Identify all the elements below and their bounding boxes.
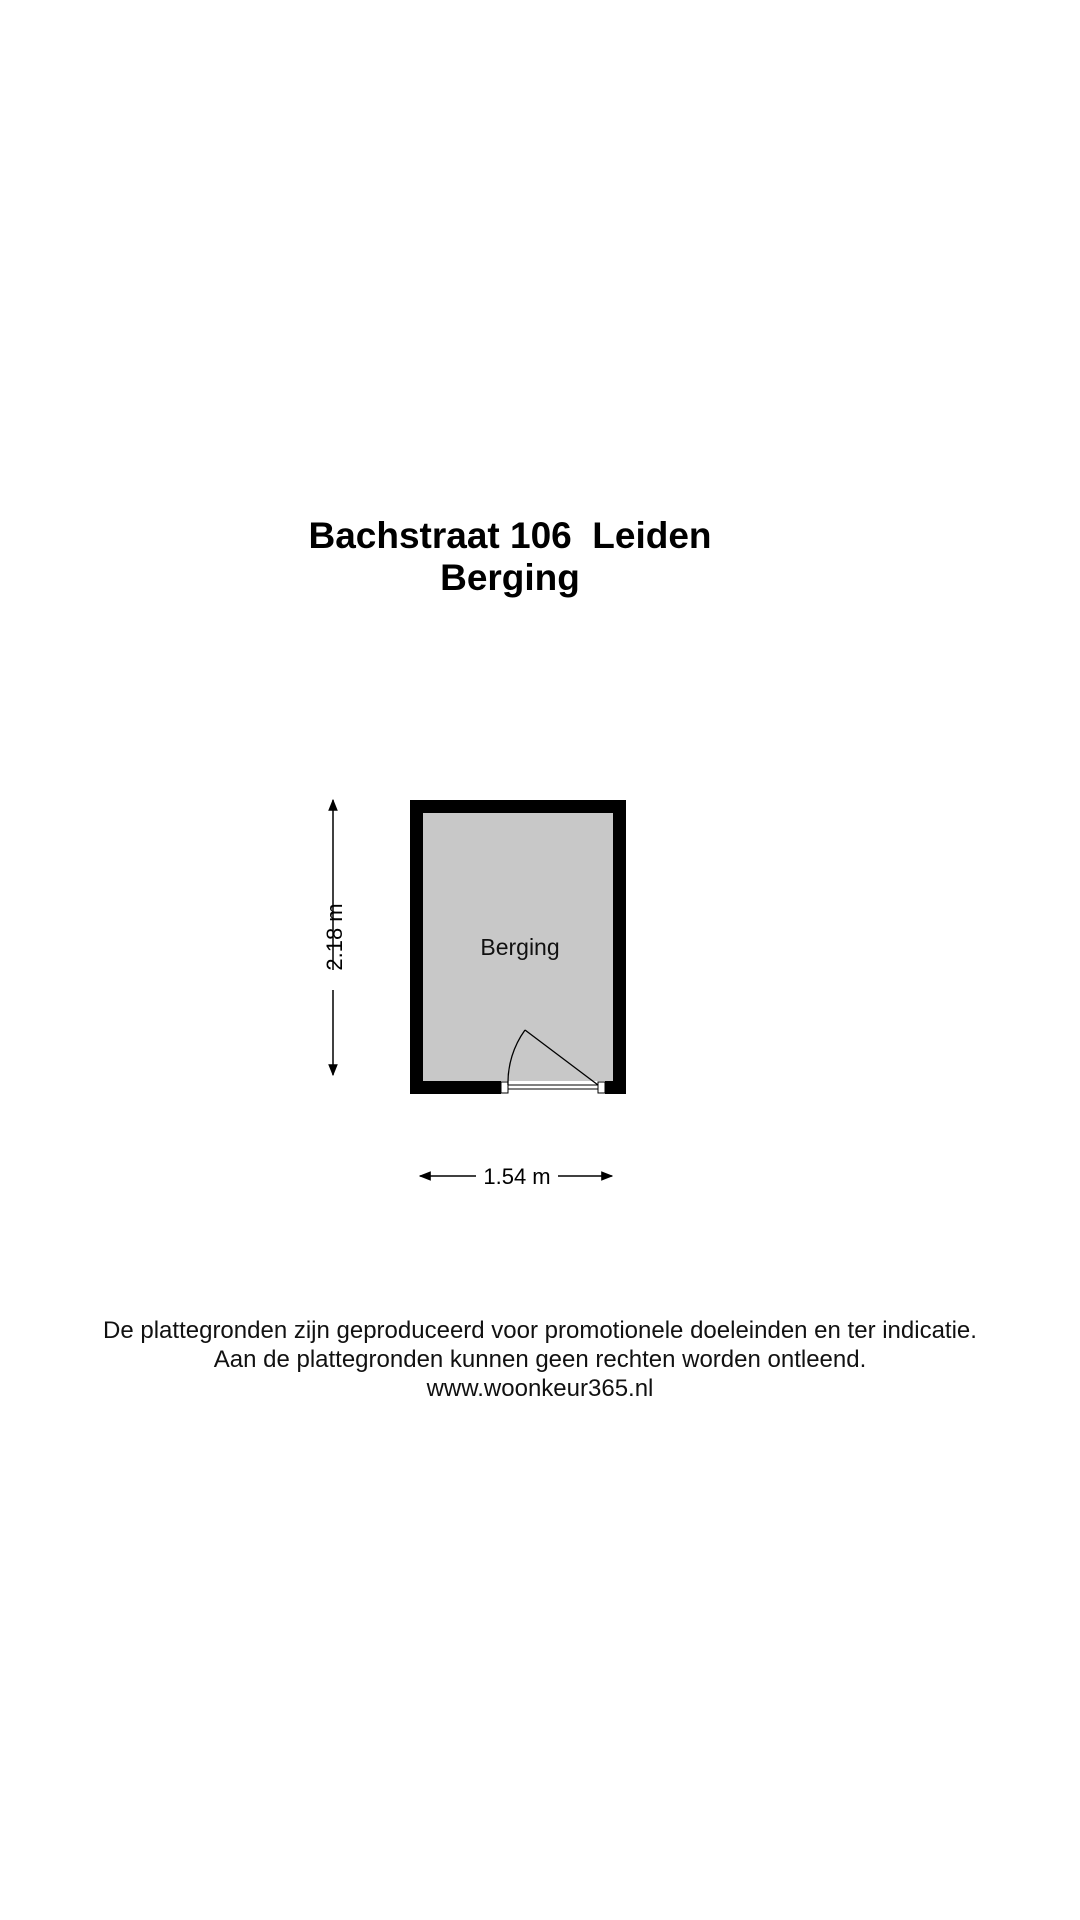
door-opening	[501, 1081, 605, 1094]
height-dimension	[322, 800, 347, 1075]
address-title: Bachstraat 106 Leiden	[308, 515, 712, 556]
width-dimension-label: 1.54 m	[483, 1164, 551, 1189]
door-jamb-left	[501, 1082, 508, 1093]
floor-plan-drawing	[300, 780, 640, 1200]
disclaimer-line-2: Aan de plattegronden kunnen geen rechten worden ontleend.	[213, 1346, 867, 1373]
disclaimer-line-1: De plattegronden zijn geproduceerd voor promotionele doeleinden en ter indicatie.	[103, 1317, 977, 1344]
website-link[interactable]: www.woonkeur365.nl	[426, 1375, 654, 1402]
room-label: Berging	[480, 934, 560, 960]
floor-title: Berging	[440, 557, 580, 598]
height-dimension-label: 2.18 m	[322, 903, 347, 971]
door-jamb-right	[598, 1082, 605, 1093]
disclaimer	[0, 1316, 1080, 1403]
room-berging	[410, 800, 626, 1094]
plan-title-block	[0, 515, 1020, 599]
width-dimension	[420, 1164, 612, 1189]
floor-plan	[300, 780, 640, 1200]
